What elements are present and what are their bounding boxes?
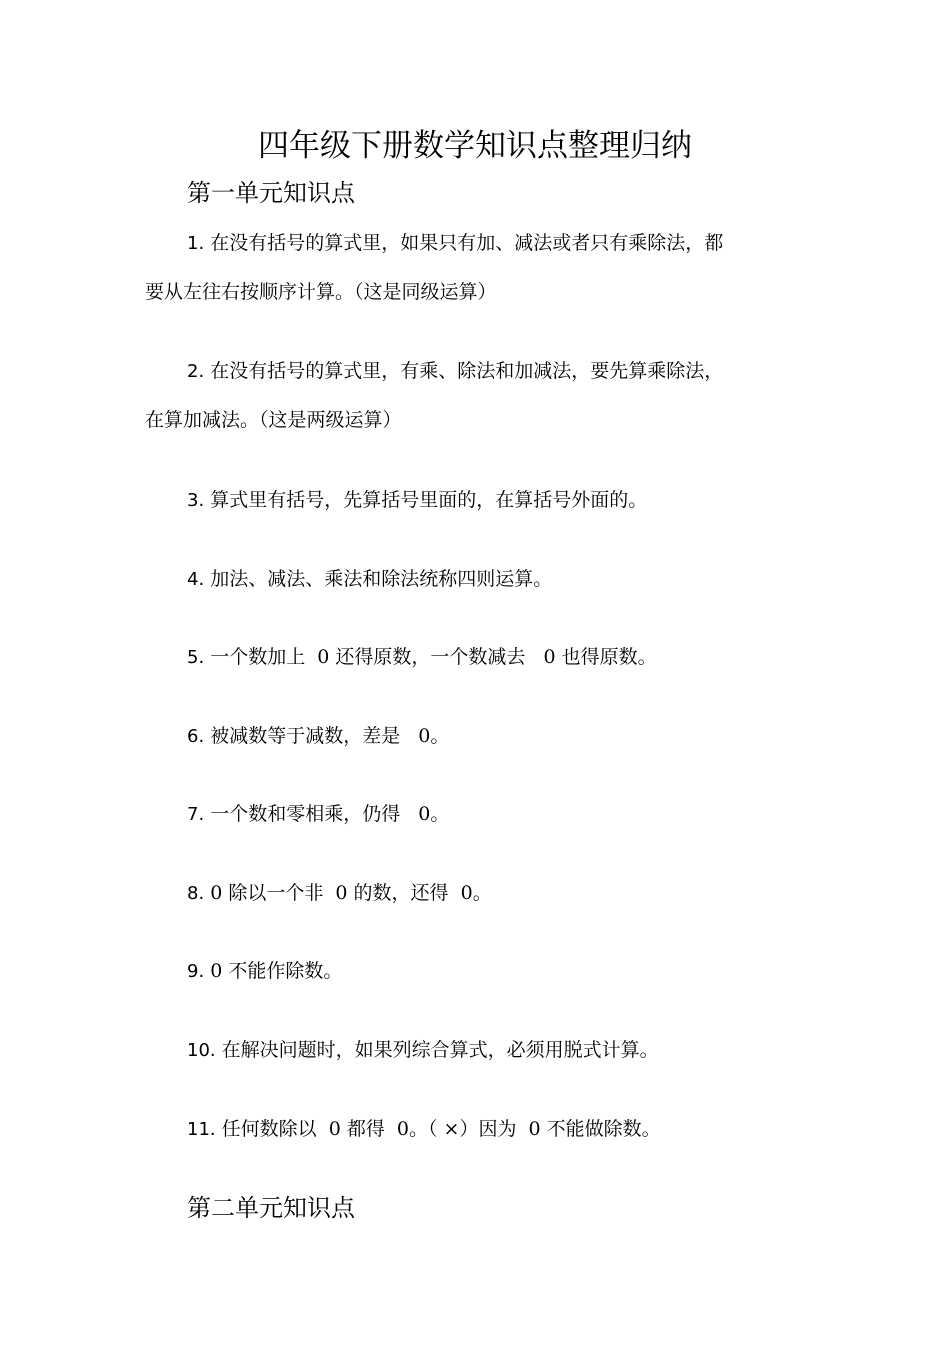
item-number: 3. (187, 490, 205, 511)
item-text: 被减数等于减数，差是 0。 (210, 725, 450, 747)
item-number: 1. (187, 233, 205, 254)
item-text: 一个数和零相乘，仍得 0。 (210, 803, 450, 825)
list-item (187, 1115, 661, 1144)
list-item (187, 565, 552, 594)
list-item (187, 486, 647, 515)
item-number: 8. (187, 883, 205, 904)
list-item (187, 800, 449, 829)
list-item-continuation: 要从左往右按顺序计算。（这是同级运算） (145, 281, 497, 303)
item-text: 一个数加上 0 还得原数，一个数减去 0 也得原数。 (210, 646, 657, 668)
item-text: 0 不能作除数。 (210, 960, 343, 982)
item-number: 4. (187, 569, 205, 590)
item-number: 2. (187, 361, 205, 382)
item-number: 11. (187, 1119, 216, 1140)
item-number: 7. (187, 804, 205, 825)
document-title: 四年级下册数学知识点整理归纳 (258, 128, 692, 164)
list-item (187, 229, 723, 258)
list-item (187, 357, 723, 386)
list-item-continuation: 在算加减法。（这是两级运算） (145, 409, 402, 431)
item-number: 5. (187, 647, 205, 668)
item-text: 0 除以一个非 0 的数，还得 0。 (210, 882, 492, 904)
item-text: 在没有括号的算式里，有乘、除法和加减法，要先算乘除法， (210, 360, 724, 382)
section-heading-unit-1: 第一单元知识点 (187, 179, 355, 207)
list-item (187, 879, 492, 908)
section-heading-unit-2: 第二单元知识点 (187, 1194, 355, 1222)
item-text: 在解决问题时，如果列综合算式，必须用脱式计算。 (221, 1039, 659, 1061)
item-number: 9. (187, 961, 205, 982)
item-number: 6. (187, 726, 205, 747)
list-item (187, 643, 657, 672)
list-item (187, 1036, 659, 1065)
item-text: 在没有括号的算式里，如果只有加、减法或者只有乘除法，都 (210, 232, 724, 254)
item-text: 加法、减法、乘法和除法统称四则运算。 (210, 568, 553, 590)
list-item (187, 722, 449, 751)
item-text: 算式里有括号，先算括号里面的，在算括号外面的。 (210, 489, 648, 511)
list-item (187, 957, 342, 986)
item-text: 任何数除以 0 都得 0。（ ×）因为 0 不能做除数。 (221, 1118, 661, 1140)
item-number: 10. (187, 1040, 216, 1061)
